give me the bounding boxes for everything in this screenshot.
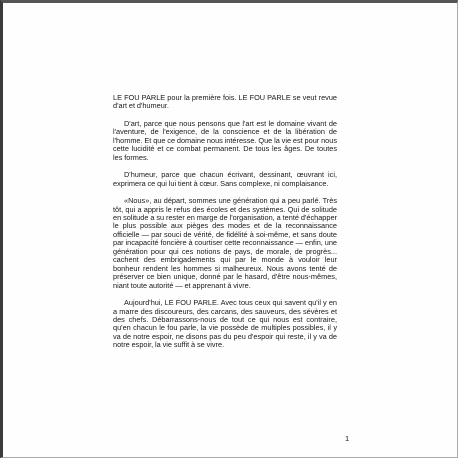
paragraph-aujourdhui: Aujourd'hui, LE FOU PARLE. Avec tous ceux qui savent qu'il y en a marre des discoureurs, des carcans, des sauveurs, des sévères et des chefs. Débarrassons-nous de tout ce qui nous est contraire, qu'en chacun le fou parle, la vie possède de multiples possibles, il y va de notre espoir, ne disons pas du peu d'espoir qui reste, il y va de notre espoir, la vie suffit à se vivre. xyxy=(113,298,337,350)
paragraph-art: D'art, parce que nous pensons que l'art est le domaine vivant de l'aventure, de l'exigence, de la conscience et de la libération de l'homme. Et que ce domaine nous intéresse. Que la vie est pour nous cette lucidité et ce combat permanent. De tous les âges. De toutes les formes. xyxy=(113,118,337,162)
paragraph-generation: «Nous», au départ, sommes une génération qui a peu parlé. Très tôt, qui a appris le refus des écoles et des systèmes. Qui de solitude en solitude a su rester en marge de l'organisation, a tenté d'échapper le plus possible aux pièges des modes et de la reconnaissance officielle — par souci de vérité, de fidélité à soi-même, et sans doute par incapacité foncière à courtiser cette reconnaissance — enfin, une génération pour qui ces notions de pays, de morale, de progrès... cachent des embrigadements qui par le monde à vouloir leur bonheur rendent les hommes si malheureux. Nous avons tenté de préserver ce bien unique, donné par le hasard, d'être nous-mêmes, niant toute autorité — et apprenant à vivre. xyxy=(113,196,337,290)
paragraph-humeur: D'humeur, parce que chacun écrivant, dessinant, œuvrant ici, exprimera ce qui lui tient à cœur. Sans complexe, ni complaisance. xyxy=(113,170,337,188)
paragraph-intro: LE FOU PARLE pour la première fois. LE FOU PARLE se veut revue d'art et d'humeur. xyxy=(113,93,337,111)
page-number: 1 xyxy=(345,434,350,443)
text-column xyxy=(113,94,337,359)
